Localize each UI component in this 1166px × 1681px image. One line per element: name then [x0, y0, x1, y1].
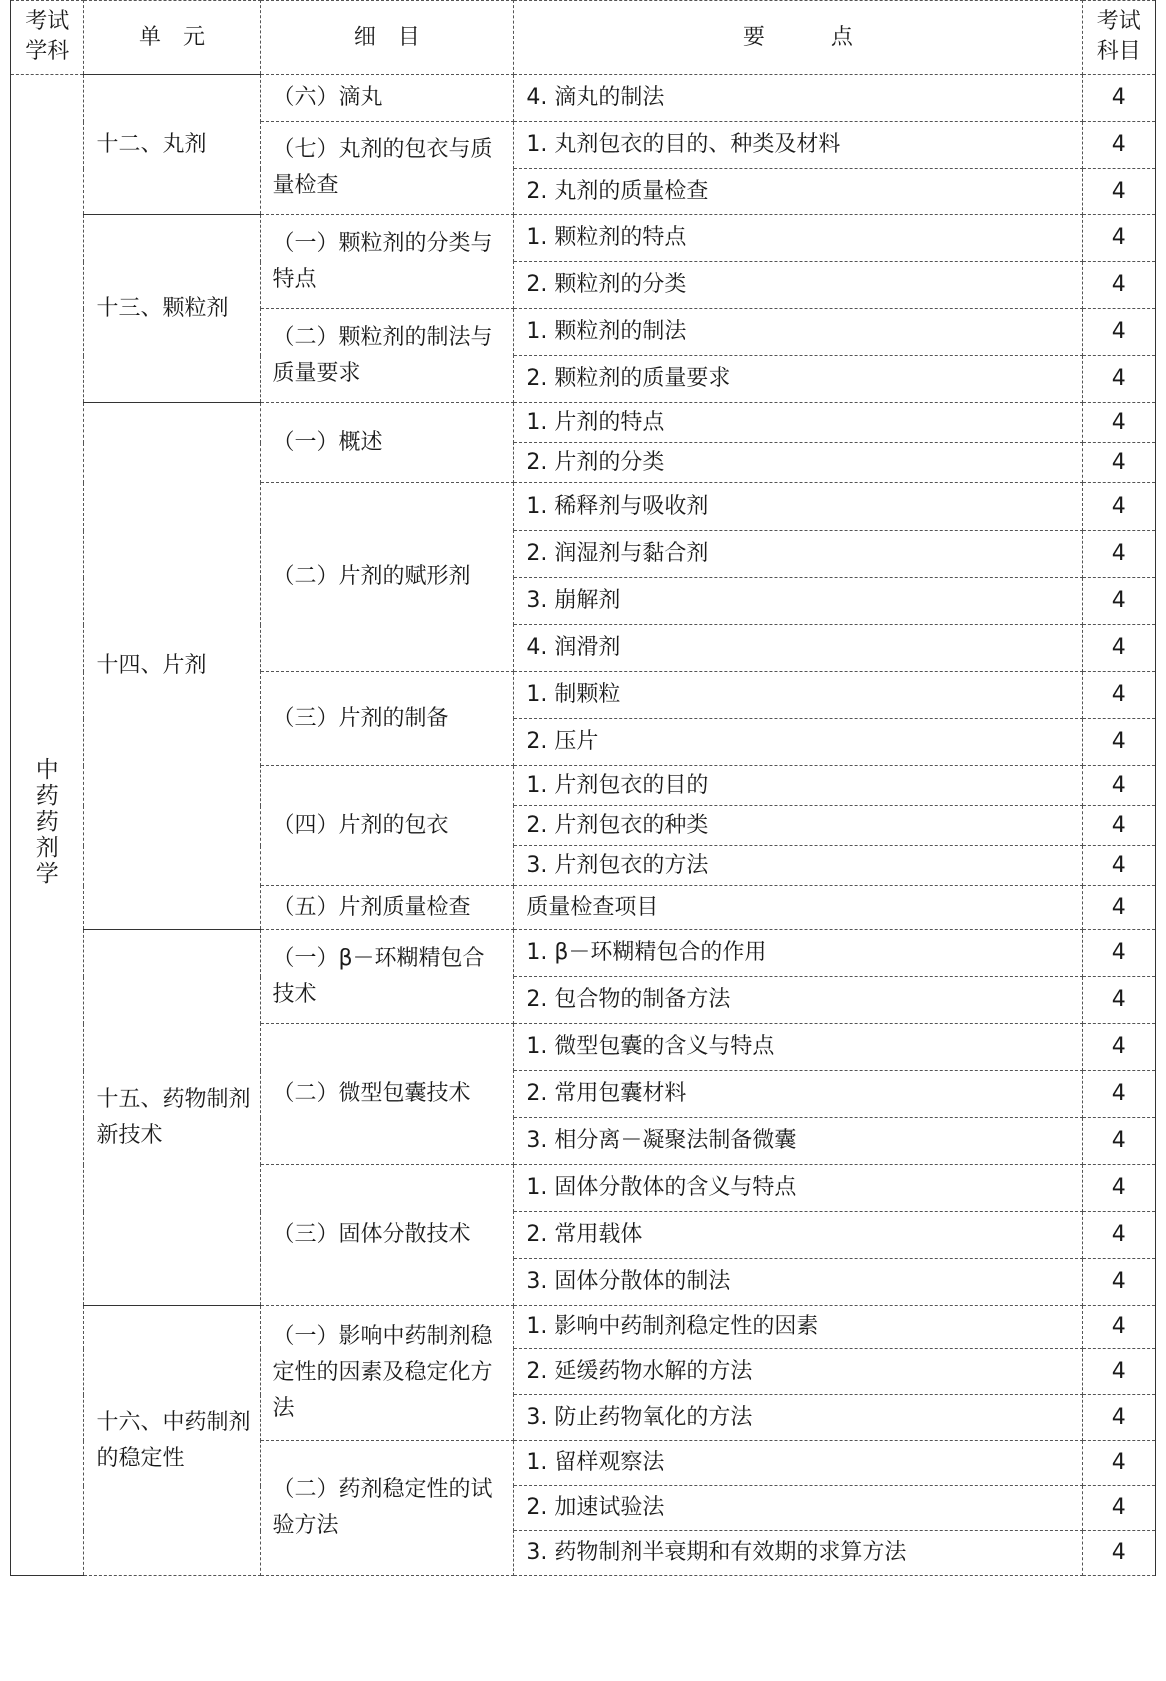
header-row	[11, 1, 1156, 75]
point-cell: 1. 颗粒剂的特点	[514, 215, 1082, 262]
detail-cell: （三）固体分散技术	[260, 1165, 514, 1306]
code-cell: 4	[1082, 719, 1155, 766]
code-cell: 4	[1082, 122, 1155, 169]
code-cell: 4	[1082, 1071, 1155, 1118]
code-cell: 4	[1082, 403, 1155, 443]
code-cell: 4	[1082, 1395, 1155, 1441]
code-cell: 4	[1082, 806, 1155, 846]
code-cell: 4	[1082, 1118, 1155, 1165]
point-cell: 1. 片剂包衣的目的	[514, 766, 1082, 806]
detail-cell: （二）颗粒剂的制法与质量要求	[260, 309, 514, 403]
point-cell: 质量检查项目	[514, 886, 1082, 930]
code-cell: 4	[1082, 1441, 1155, 1486]
code-cell: 4	[1082, 309, 1155, 356]
code-cell: 4	[1082, 531, 1155, 578]
unit-cell: 十六、中药制剂的稳定性	[84, 1306, 260, 1576]
detail-cell: （三）片剂的制备	[260, 672, 514, 766]
code-cell: 4	[1082, 1212, 1155, 1259]
code-cell: 4	[1082, 1165, 1155, 1212]
point-cell: 3. 固体分散体的制法	[514, 1259, 1082, 1306]
code-cell: 4	[1082, 1486, 1155, 1531]
detail-cell: （七）丸剂的包衣与质量检查	[260, 122, 514, 215]
code-cell: 4	[1082, 1024, 1155, 1071]
point-cell: 1. 颗粒剂的制法	[514, 309, 1082, 356]
code-cell: 4	[1082, 930, 1155, 977]
unit-cell: 十二、丸剂	[84, 75, 260, 215]
code-cell: 4	[1082, 846, 1155, 886]
point-cell: 2. 片剂包衣的种类	[514, 806, 1082, 846]
header-subject: 考试学科	[11, 1, 84, 75]
point-cell: 1. β－环糊精包合的作用	[514, 930, 1082, 977]
detail-cell: （四）片剂的包衣	[260, 766, 514, 886]
point-cell: 1. 留样观察法	[514, 1441, 1082, 1486]
point-cell: 3. 片剂包衣的方法	[514, 846, 1082, 886]
code-cell: 4	[1082, 356, 1155, 403]
table-row	[11, 930, 1156, 977]
point-cell: 3. 崩解剂	[514, 578, 1082, 625]
code-cell: 4	[1082, 483, 1155, 531]
unit-cell: 十三、颗粒剂	[84, 215, 260, 403]
code-cell: 4	[1082, 766, 1155, 806]
point-cell: 2. 常用载体	[514, 1212, 1082, 1259]
point-cell: 2. 丸剂的质量检查	[514, 169, 1082, 215]
point-cell: 4. 润滑剂	[514, 625, 1082, 672]
header-detail: 细 目	[260, 1, 514, 75]
point-cell: 2. 片剂的分类	[514, 443, 1082, 483]
header-points: 要 点	[514, 1, 1082, 75]
code-cell: 4	[1082, 1349, 1155, 1395]
detail-cell: （一）β－环糊精包合技术	[260, 930, 514, 1024]
code-cell: 4	[1082, 977, 1155, 1024]
point-cell: 1. 丸剂包衣的目的、种类及材料	[514, 122, 1082, 169]
point-cell: 2. 润湿剂与黏合剂	[514, 531, 1082, 578]
point-cell: 2. 颗粒剂的质量要求	[514, 356, 1082, 403]
code-cell: 4	[1082, 1259, 1155, 1306]
point-cell: 1. 片剂的特点	[514, 403, 1082, 443]
point-cell: 1. 影响中药制剂稳定性的因素	[514, 1306, 1082, 1349]
point-cell: 2. 加速试验法	[514, 1486, 1082, 1531]
code-cell: 4	[1082, 75, 1155, 122]
code-cell: 4	[1082, 1531, 1155, 1576]
header-unit: 单 元	[84, 1, 260, 75]
point-cell: 1. 固体分散体的含义与特点	[514, 1165, 1082, 1212]
point-cell: 1. 制颗粒	[514, 672, 1082, 719]
point-cell: 3. 相分离－凝聚法制备微囊	[514, 1118, 1082, 1165]
point-cell: 3. 药物制剂半衰期和有效期的求算方法	[514, 1531, 1082, 1576]
point-cell: 4. 滴丸的制法	[514, 75, 1082, 122]
subject-label: 中药药剂学	[35, 757, 59, 887]
point-cell: 2. 压片	[514, 719, 1082, 766]
point-cell: 1. 微型包囊的含义与特点	[514, 1024, 1082, 1071]
table-row	[11, 403, 1156, 443]
point-cell: 2. 常用包囊材料	[514, 1071, 1082, 1118]
header-code: 考试科目	[1082, 1, 1155, 75]
point-cell: 3. 防止药物氧化的方法	[514, 1395, 1082, 1441]
detail-cell: （一）概述	[260, 403, 514, 483]
code-cell: 4	[1082, 672, 1155, 719]
code-cell: 4	[1082, 886, 1155, 930]
detail-cell: （二）片剂的赋形剂	[260, 483, 514, 672]
detail-cell: （二）药剂稳定性的试验方法	[260, 1441, 514, 1576]
code-cell: 4	[1082, 578, 1155, 625]
code-cell: 4	[1082, 215, 1155, 262]
code-cell: 4	[1082, 625, 1155, 672]
table-row	[11, 75, 1156, 122]
unit-cell: 十五、药物制剂新技术	[84, 930, 260, 1306]
unit-cell: 十四、片剂	[84, 403, 260, 930]
point-cell: 2. 包合物的制备方法	[514, 977, 1082, 1024]
point-cell: 2. 颗粒剂的分类	[514, 262, 1082, 309]
point-cell: 2. 延缓药物水解的方法	[514, 1349, 1082, 1395]
table-row	[11, 215, 1156, 262]
point-cell: 1. 稀释剂与吸收剂	[514, 483, 1082, 531]
detail-cell: （六）滴丸	[260, 75, 514, 122]
detail-cell: （一）影响中药制剂稳定性的因素及稳定化方法	[260, 1306, 514, 1441]
code-cell: 4	[1082, 1306, 1155, 1349]
table-row	[11, 1306, 1156, 1349]
detail-cell: （二）微型包囊技术	[260, 1024, 514, 1165]
detail-cell: （一）颗粒剂的分类与特点	[260, 215, 514, 309]
syllabus-table	[10, 0, 1156, 1576]
code-cell: 4	[1082, 169, 1155, 215]
code-cell: 4	[1082, 443, 1155, 483]
code-cell: 4	[1082, 262, 1155, 309]
subject-cell	[11, 75, 84, 1576]
detail-cell: （五）片剂质量检查	[260, 886, 514, 930]
